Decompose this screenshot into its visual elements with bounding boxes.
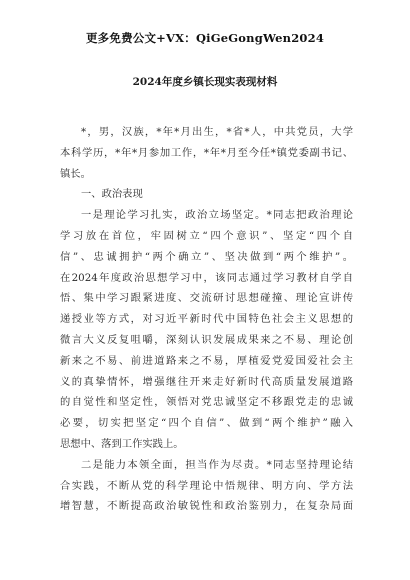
body-line: 学习放在首位，牢固树立“四个意识”、坚定“四个自 [60, 229, 353, 242]
body-line: 义的真挚情怀，增强继往开来走好新时代高质量发展道路 [60, 375, 353, 388]
body-line: 合实践，不断从党的科学理论中悟规律、明方向、学方法 [60, 479, 353, 492]
body-line: 增智慧，不断提高政治敏锐性和政治鉴别力，在复杂局面 [60, 500, 353, 513]
body-line: 递授业等方式，对习近平新时代中国特色社会主义思想的 [60, 313, 353, 326]
document-title: 2024年度乡镇长现实表现材料 [132, 76, 278, 88]
body-line: 在2024年度政治思想学习中，该同志通过学习教材自学自 [60, 271, 353, 284]
body-line: 本科学历，*年*月参加工作，*年*月至今任*镇党委副书记、 [60, 146, 353, 159]
section-heading: 一、政治表现 [81, 188, 143, 201]
body-line: 信”、忠诚拥护“两个确立”、坚决做到“两个维护”。 [60, 250, 353, 263]
body-line: *，男，汉族，*年*月出生，*省*人，中共党员，大学 [81, 126, 353, 138]
watermark-text: 更多免费公文+VX：QiGeGongWen2024 [85, 31, 325, 45]
body-line: 镇长。 [60, 167, 91, 180]
body-line: 微言大义反复咀嚼，深刻认识发展成果来之不易、理论创 [60, 333, 353, 346]
body-line: 悟、集中学习跟紧进度、交流研讨思想碰撞、理论宣讲传 [60, 292, 353, 305]
body-line: 必要，切实把坚定“四个自信”、做到“两个维护”融入 [60, 417, 353, 430]
body-line: 新来之不易、前进道路来之不易，厚植爱党爱国爱社会主 [60, 354, 353, 367]
body-line: 思想中、落到工作实践上。 [60, 437, 184, 450]
body-line: 的自觉性和坚定性，领悟对党忠诚坚定不移跟党走的忠诚 [60, 396, 353, 409]
body-line: 二是能力本领全面，担当作为尽责。*同志坚持理论结 [81, 458, 353, 471]
document-body [60, 122, 353, 517]
body-line: 一是理论学习扎实，政治立场坚定。*同志把政治理论 [81, 209, 353, 222]
